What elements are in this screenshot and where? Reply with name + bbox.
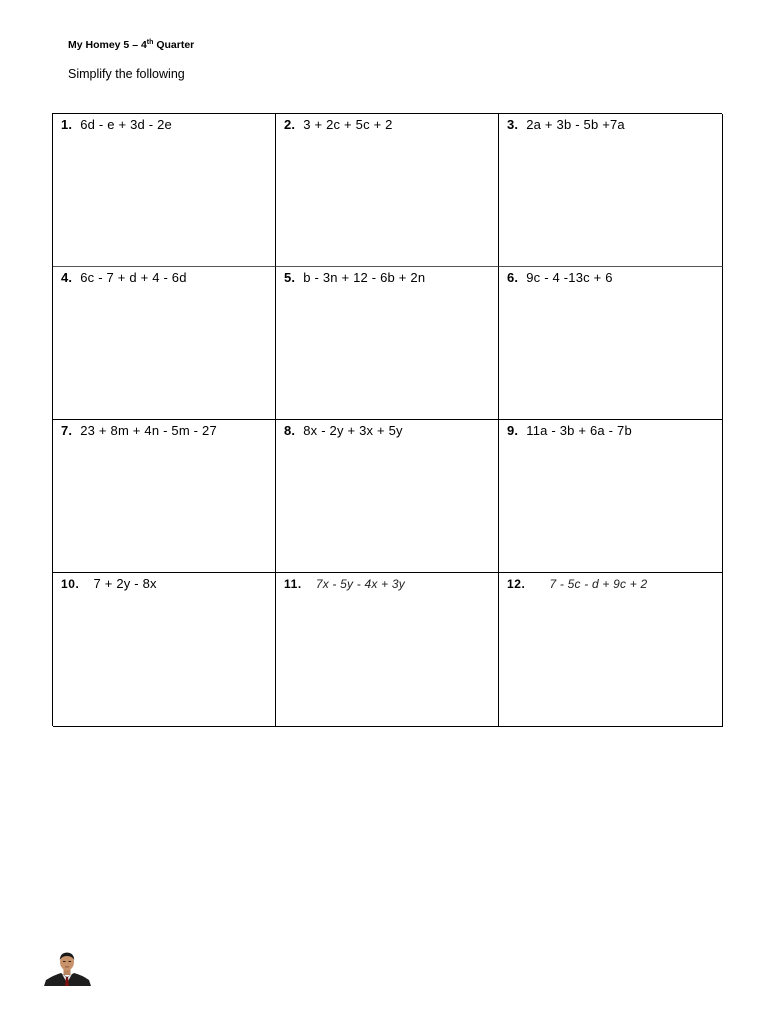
problem-cell-10[interactable] — [53, 573, 276, 727]
problem-number: 12. — [507, 577, 526, 591]
problem-expression: 6c - 7 + d + 4 - 6d — [80, 270, 187, 285]
problem-4 — [61, 270, 187, 285]
problem-1 — [61, 117, 172, 132]
problem-expression: 23 + 8m + 4n - 5m - 27 — [80, 423, 217, 438]
problem-number: 8. — [284, 423, 296, 438]
problem-cell-5[interactable] — [276, 267, 499, 420]
title-prefix: My Homey 5 – 4 — [68, 39, 147, 51]
problem-cell-9[interactable] — [499, 420, 723, 573]
problem-cell-11[interactable] — [276, 573, 499, 727]
problem-2 — [284, 117, 393, 132]
problem-number: 9. — [507, 423, 519, 438]
problem-number: 2. — [284, 117, 296, 132]
problem-number: 3. — [507, 117, 519, 132]
problem-cell-12[interactable] — [499, 573, 723, 727]
problem-6 — [507, 270, 613, 285]
problem-7 — [61, 423, 217, 438]
problem-12 — [507, 576, 647, 591]
problem-8 — [284, 423, 403, 438]
problem-cell-4[interactable] — [53, 267, 276, 420]
problem-cell-1[interactable] — [53, 114, 276, 267]
problem-5 — [284, 270, 425, 285]
problem-number: 11. — [284, 577, 302, 591]
problem-cell-8[interactable] — [276, 420, 499, 573]
problem-expression: 3 + 2c + 5c + 2 — [303, 117, 393, 132]
problem-expression: 2a + 3b - 5b +7a — [526, 117, 625, 132]
problem-cell-6[interactable] — [499, 267, 723, 420]
problem-9 — [507, 423, 632, 438]
problem-number: 10. — [61, 577, 80, 591]
problem-number: 7. — [61, 423, 73, 438]
title-suffix: Quarter — [153, 39, 195, 51]
problem-expression: 6d - e + 3d - 2e — [80, 117, 172, 132]
problem-expression: 11a - 3b + 6a - 7b — [526, 423, 632, 438]
problem-number: 1. — [61, 117, 73, 132]
problem-expression: 7x - 5y - 4x + 3y — [315, 577, 405, 591]
problem-10 — [61, 576, 157, 591]
problem-expression: 8x - 2y + 3x + 5y — [303, 423, 403, 438]
problem-expression: 7 - 5c - d + 9c + 2 — [549, 577, 648, 591]
problem-cell-2[interactable] — [276, 114, 499, 267]
instructions-text: Simplify the following — [68, 67, 185, 81]
problem-expression: b - 3n + 12 - 6b + 2n — [303, 270, 426, 285]
problem-number: 5. — [284, 270, 296, 285]
title-superscript: th — [146, 39, 154, 46]
problem-number: 4. — [61, 270, 73, 285]
worksheet-title — [68, 39, 194, 51]
problem-cell-3[interactable] — [499, 114, 723, 267]
problem-cell-7[interactable] — [53, 420, 276, 573]
problem-expression: 9c - 4 -13c + 6 — [526, 270, 613, 285]
problem-number: 6. — [507, 270, 519, 285]
portrait-photo — [44, 950, 91, 986]
problem-expression: 7 + 2y - 8x — [93, 576, 157, 591]
problem-11 — [284, 576, 405, 591]
problem-3 — [507, 117, 625, 132]
problem-grid — [52, 113, 722, 726]
